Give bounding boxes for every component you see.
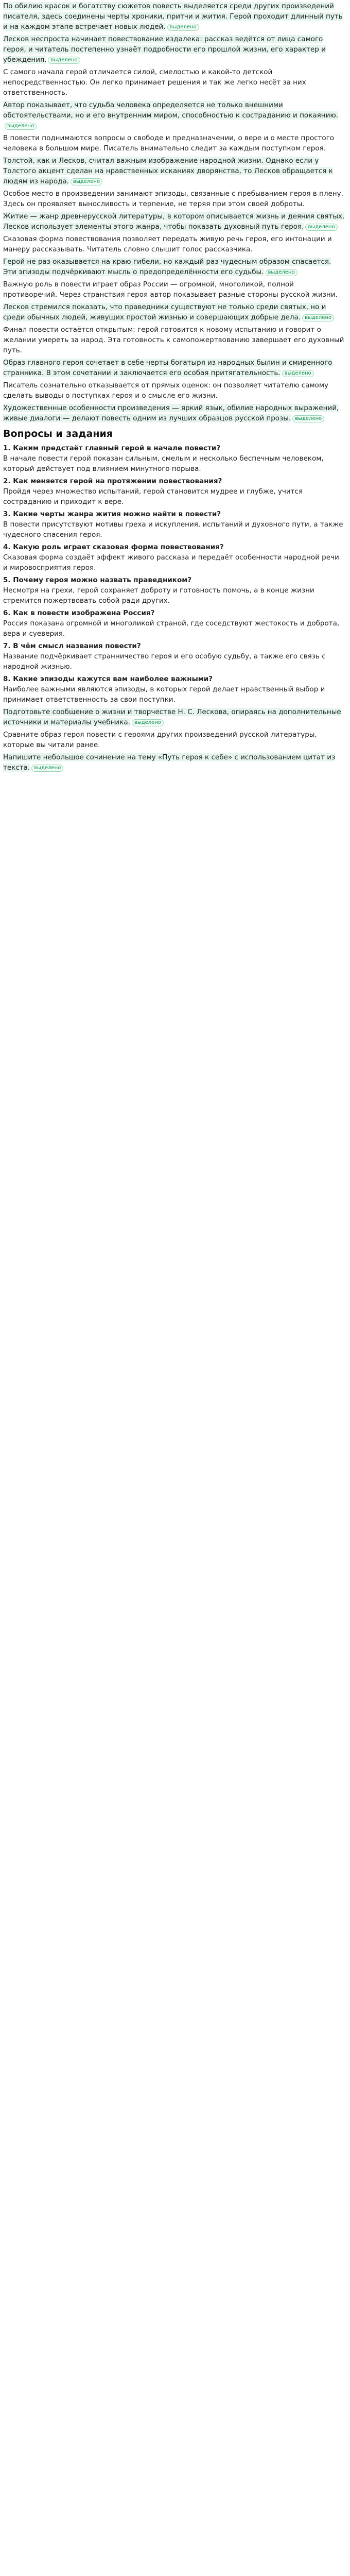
highlight-marker[interactable]: выделено [302, 314, 334, 321]
highlight-marker[interactable]: выделено [132, 719, 164, 726]
paragraph [3, 380, 345, 401]
paragraph [3, 403, 345, 423]
paragraph-text: С самого начала герой отличается силой, смелостью и какой-то детской непосредственностью. Он легко принимает решения и так же легко несёт за них ответственность. [3, 68, 306, 97]
question-item [3, 509, 345, 540]
question-text: 4. Какую роль играет сказовая форма повествования? [3, 543, 224, 551]
question-text: 3. Какие черты жанра жития можно найти в повести? [3, 510, 221, 518]
question-item [3, 575, 345, 606]
highlight-marker[interactable]: выделено [31, 765, 63, 772]
answer-text: Несмотря на грехи, герой сохраняет доброту и готовность помочь, а в конце жизни стремится пожертвовать собой ради других. [3, 586, 314, 605]
question-item [3, 674, 345, 705]
question-text: 6. Как в повести изображена Россия? [3, 609, 155, 617]
paragraph [3, 707, 345, 727]
paragraph [3, 34, 345, 65]
paragraph [3, 100, 345, 131]
paragraph-text: Напишите небольшое сочинение на тему «Путь героя к себе» с использованием цитат из текста. [3, 753, 336, 772]
question-text: 1. Каким предстаёт главный герой в начале повести? [3, 444, 221, 452]
question-item [3, 476, 345, 507]
paragraph [3, 752, 345, 773]
answer-text: Пройдя через множество испытаний, герой становится мудрее и глубже, учится состраданию и приходит к вере. [3, 487, 303, 506]
question-text: 5. Почему героя можно назвать праведником? [3, 576, 192, 584]
paragraph [3, 257, 345, 277]
highlight-marker[interactable]: выделено [292, 415, 324, 422]
answer-text: Россия показана огромной и многоликой страной, где соседствуют жестокость и доброта, вера и суеверия. [3, 619, 340, 638]
paragraph-text: Сказовая форма повествования позволяет передать живую речь героя, его интонации и манеру рассказывать. Читатель словно слышит голос рассказчика. [3, 235, 332, 253]
paragraph-text: Лесков неспроста начинает повествование издалека: рассказ ведётся от лица самого героя, и читатель постепенно узнаёт подробности его прошлой жизни, его характер и убеждения. [3, 35, 326, 64]
paragraph-text: Житие — жанр древнерусской литературы, в котором описывается жизнь и деяния святых. Лесков использует элементы этого жанра, чтобы показать духовный путь героя. [3, 212, 345, 231]
paragraph-text: Сравните образ героя повести с героями других произведений русской литературы, которые вы читали ранее. [3, 731, 317, 749]
paragraph [3, 67, 345, 98]
paragraph-text: Художественные особенности произведения — яркий язык, обилие народных выражений, живые диалоги — делают повесть одним из лучших образцов русской прозы. [3, 404, 339, 422]
answer-text: Наиболее важными являются эпизоды, в которых герой делает нравственный выбор и принимает ответственность за свои поступки. [3, 685, 325, 704]
question-text: 2. Как меняется герой на протяжении повествования? [3, 477, 222, 485]
paragraph-text: Писатель сознательно отказывается от прямых оценок: он позволяет читателю самому сделать выводы о поступках героя и о смысле его жизни. [3, 381, 328, 400]
paragraph-text: Лесков стремился показать, что праведники существуют не только среди святых, но и среди обычных людей, живущих простой жизнью и совершающих добрые дела. [3, 303, 326, 321]
paragraph [3, 234, 345, 255]
highlight-marker[interactable]: выделено [71, 178, 102, 185]
question-item [3, 542, 345, 573]
paragraph [3, 325, 345, 355]
highlight-marker[interactable]: выделено [48, 57, 80, 64]
answer-text: Сказовая форма создаёт эффект живого рассказа и передаёт особенности народной речи и мировосприятия героя. [3, 553, 339, 572]
document-page [0, 0, 350, 775]
highlight-marker[interactable]: выделено [266, 269, 297, 276]
question-text: 7. В чём смысл названия повести? [3, 642, 141, 650]
question-text: 8. Какие эпизоды кажутся вам наиболее важными? [3, 675, 213, 683]
paragraph-text: По обилию красок и богатству сюжетов повесть выделяется среди других произведений писателя, здесь соединены черты хроники, притчи и жития. Герой проходит длинный путь и на каждом этапе встречает новых людей. [3, 2, 343, 31]
answer-text: В начале повести герой показан сильным, смелым и несколько беспечным человеком, который действует под влиянием минутного порыва. [3, 454, 324, 473]
paragraph-text: Финал повести остаётся открытым: герой готовится к новому испытанию и говорит о желании умереть за народ. Эта готовность к самопожертвованию завершает его духовный путь. [3, 326, 344, 354]
highlight-marker[interactable]: выделено [5, 123, 37, 130]
paragraph-text: Автор показывает, что судьба человека определяется не только внешними обстоятельствами, но и его внутренним миром, способностью к состраданию и покаянию. [3, 101, 338, 120]
answer-text: Название подчёркивает странничество героя и его особую судьбу, а также его связь с народной жизнью. [3, 652, 326, 671]
paragraph [3, 1, 345, 32]
paragraph [3, 133, 345, 154]
question-item [3, 443, 345, 474]
question-item [3, 608, 345, 639]
section-title: Вопросы и задания [3, 428, 113, 439]
highlight-marker[interactable]: выделено [167, 24, 199, 31]
paragraph [3, 189, 345, 209]
paragraph-text: Герой не раз оказывается на краю гибели, но каждый раз чудесным образом спасается. Эти эпизоды подчёркивают мысль о предопределённости его судьбы. [3, 258, 331, 276]
paragraph [3, 730, 345, 750]
paragraph [3, 358, 345, 378]
paragraph-text: Важную роль в повести играет образ России — огромной, многоликой, полной противоречий. Через странствия героя автор показывает разные стороны русской жизни. [3, 280, 338, 299]
answer-text: В повести присутствуют мотивы греха и искупления, испытаний и духовного пути, а также чудесного спасения героя. [3, 520, 343, 539]
paragraph [3, 211, 345, 232]
highlight-marker[interactable]: выделено [282, 370, 314, 377]
paragraph-text: Подготовьте сообщение о жизни и творчестве Н. С. Лескова, опираясь на дополнительные источники и материалы учебника. [3, 708, 341, 726]
paragraph [3, 279, 345, 300]
paragraph [3, 156, 345, 187]
paragraph-text: Образ главного героя сочетает в себе черты богатыря из народных былин и смиренного странника. В этом сочетании и заключается его особая притягательность. [3, 359, 332, 377]
paragraph [3, 302, 345, 323]
paragraph-text: Особое место в произведении занимают эпизоды, связанные с пребыванием героя в плену. Здесь он проявляет выносливость и терпение, не теряя при этом своей доброты. [3, 190, 343, 208]
paragraph-text: В повести поднимаются вопросы о свободе и предназначении, о вере и о месте простого человека в большом мире. Писатель внимательно следит за каждым поступком героя. [3, 134, 334, 152]
paragraph-text: Толстой, как и Лесков, считал важным изображение народной жизни. Однако если у Толстого акцент сделан на нравственных исканиях дворянства, то Лесков обращается к людям из народа. [3, 157, 333, 185]
question-item [3, 641, 345, 672]
highlight-marker[interactable]: выделено [305, 224, 337, 231]
